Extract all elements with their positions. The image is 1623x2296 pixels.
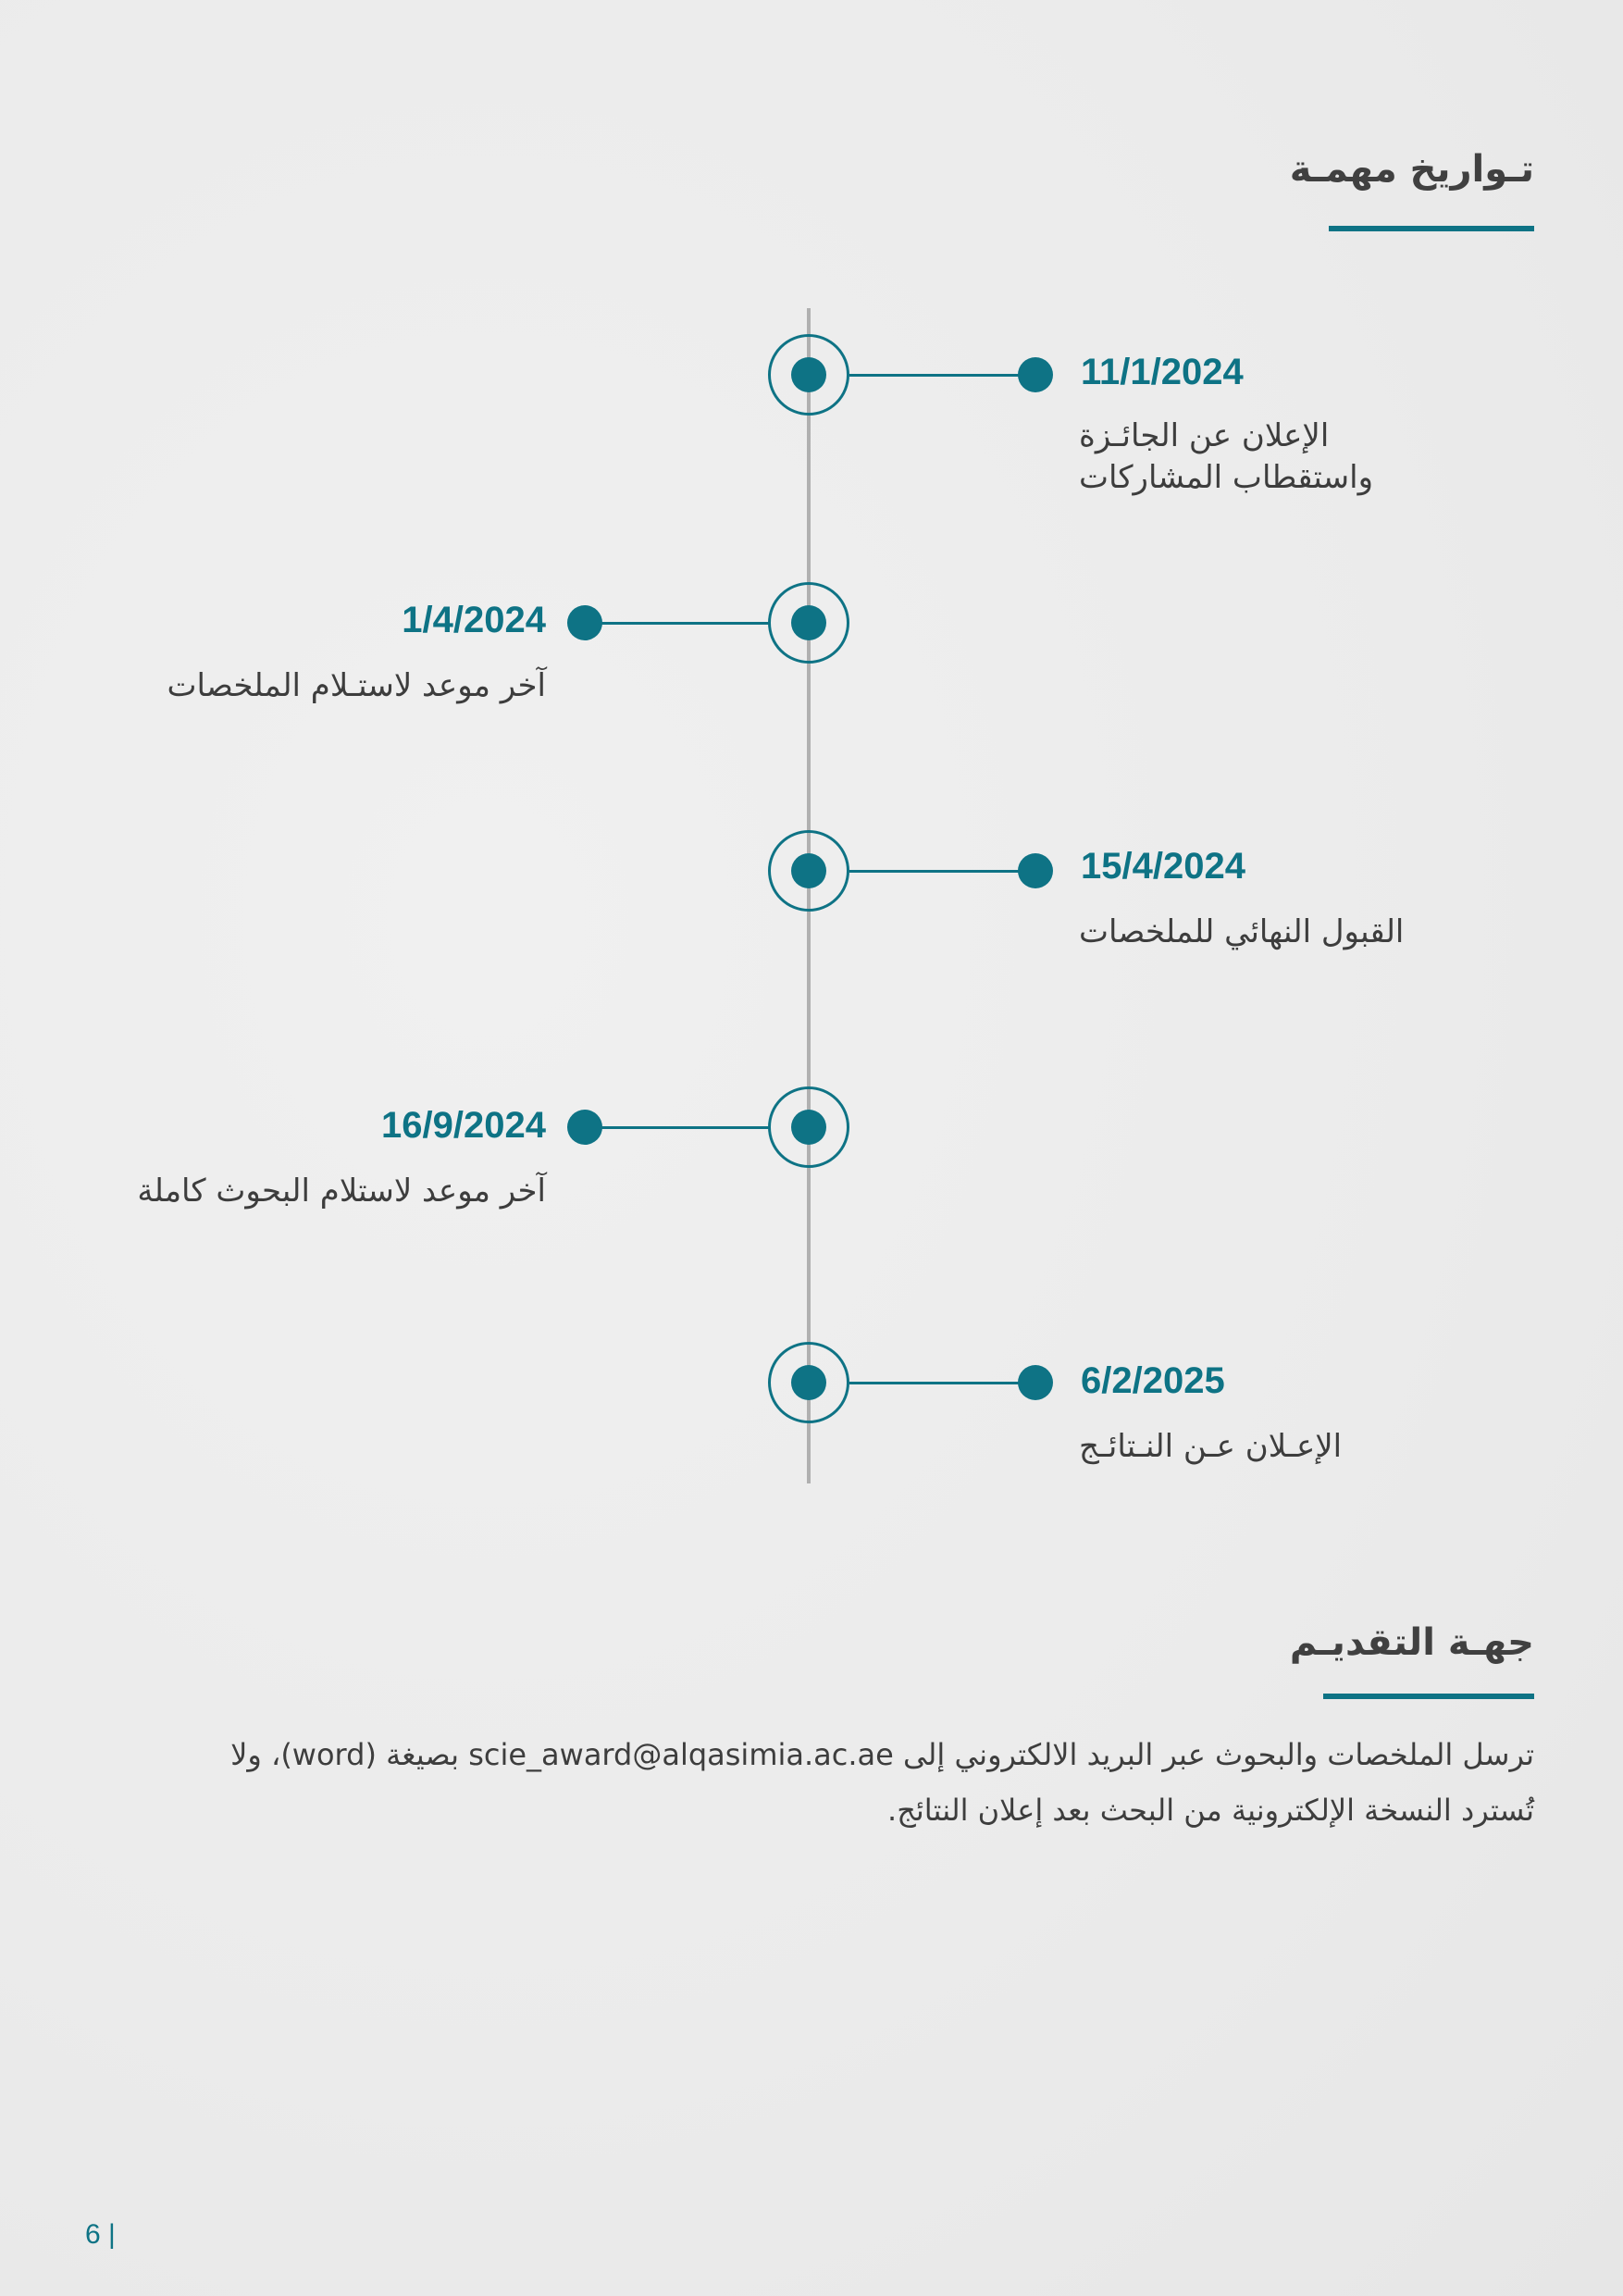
timeline-description: القبول النهائي للملخصات <box>1079 913 1405 950</box>
timeline-connector <box>849 1382 1035 1384</box>
timeline-node-icon <box>768 582 849 664</box>
timeline-end-dot-icon <box>1018 853 1053 888</box>
timeline-description: آخر موعد لاستـلام الملخصات <box>167 667 546 704</box>
timeline-date: 16/9/2024 <box>381 1105 546 1146</box>
timeline-date: 1/4/2024 <box>402 600 546 640</box>
submission-text-line2: تُسترد النسخة الإلكترونية من البحث بعد إعلان النتائج. <box>887 1793 1534 1828</box>
timeline-description-line2: واستقطاب المشاركات <box>1079 459 1374 496</box>
timeline-date: 11/1/2024 <box>1081 352 1244 392</box>
timeline-date: 15/4/2024 <box>1081 846 1245 887</box>
section-title-underline <box>1323 1694 1534 1699</box>
timeline-end-dot-icon <box>1018 357 1053 392</box>
timeline-description: الإعـلان عـن النـتائـج <box>1079 1428 1343 1465</box>
timeline-connector <box>849 870 1035 873</box>
section-title-important-dates: تـواريخ مهمـة <box>1289 148 1534 191</box>
timeline-connector <box>849 374 1035 377</box>
timeline-description: الإعلان عن الجائـزة <box>1079 417 1330 454</box>
timeline-description: آخر موعد لاستلام البحوث كاملة <box>137 1173 546 1210</box>
timeline-node-icon <box>768 1086 849 1168</box>
timeline-connector <box>585 622 770 625</box>
submission-paragraph <box>109 1727 1534 1838</box>
timeline-end-dot-icon <box>567 1110 602 1145</box>
timeline-node-icon <box>768 334 849 416</box>
timeline-node-icon <box>768 830 849 912</box>
page-number: 6 | <box>85 2219 116 2250</box>
timeline-end-dot-icon <box>1018 1365 1053 1400</box>
section-title-submission: جهـة التقديـم <box>1289 1621 1534 1664</box>
timeline-date: 6/2/2025 <box>1081 1360 1225 1401</box>
submission-text-line1: ترسل الملخصات والبحوث عبر البريد الالكتروني إلى scie_award@alqasimia.ac.ae بصيغة (word)، ولا <box>230 1737 1534 1772</box>
timeline-connector <box>585 1126 770 1129</box>
section-title-underline <box>1329 226 1534 231</box>
timeline-end-dot-icon <box>567 605 602 640</box>
timeline-node-icon <box>768 1342 849 1423</box>
